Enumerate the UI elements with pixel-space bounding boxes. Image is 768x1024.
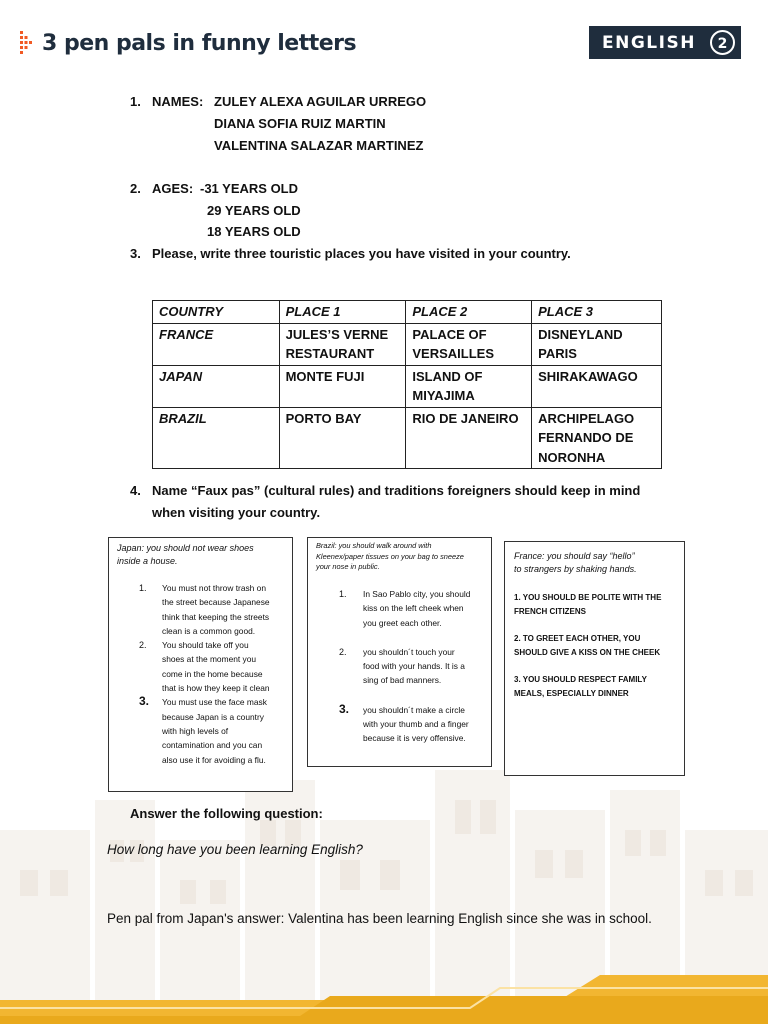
table-header-row xyxy=(153,301,662,324)
q1-number: 1. xyxy=(130,94,141,109)
table-row xyxy=(153,323,662,365)
table-header-cell: PLACE 3 xyxy=(532,301,662,324)
answer-text: Pen pal from Japan's answer: Valentina has been learning English since she was in school. xyxy=(107,911,652,926)
list-item: 1. In Sao Pablo city, you should kiss on the left cheek when you greet each other. xyxy=(339,589,471,628)
place-cell: PALACE OF VERSAILLES xyxy=(406,323,532,365)
badge-level-number: 2 xyxy=(717,36,728,52)
q1-label: NAMES: xyxy=(152,94,204,109)
name-2: DIANA SOFIA RUIZ MARTIN xyxy=(214,116,386,131)
brazil-faux-pas-box xyxy=(307,537,492,767)
table-header-cell: PLACE 2 xyxy=(406,301,532,324)
places-table xyxy=(152,300,662,469)
age-3: 18 YEARS OLD xyxy=(207,224,301,239)
country-cell: JAPAN xyxy=(153,365,280,407)
table-header-cell: COUNTRY xyxy=(153,301,280,324)
country-cell: FRANCE xyxy=(153,323,280,365)
list-item: 1. You must not throw trash on the street because Japanese think that keeping the streets clean is a common good. xyxy=(139,583,270,636)
list-item: 2. you shouldn´t touch your food with your hands. It is a sing of bad manners. xyxy=(339,646,465,686)
france-faux-pas-box xyxy=(504,541,685,776)
place-cell: SHIRAKAWAGO xyxy=(532,365,662,407)
place-cell: PORTO BAY xyxy=(279,407,406,469)
place-cell: JULES’S VERNE RESTAURANT xyxy=(279,323,406,365)
name-1: ZULEY ALEXA AGUILAR URREGO xyxy=(214,94,427,109)
name-3: VALENTINA SALAZAR MARTINEZ xyxy=(214,138,424,153)
english-level-badge xyxy=(589,26,741,59)
q4-number: 4. xyxy=(130,483,141,498)
place-cell: MONTE FUJI xyxy=(279,365,406,407)
header-title xyxy=(20,26,356,60)
place-cell: ARCHIPELAGO FERNANDO DE NORONHA xyxy=(532,407,662,469)
list-item: 3. You must use the face mask because Japan is a country with high levels of contamination and you can also use it for avoiding a flu. xyxy=(139,694,267,765)
question-heading: Answer the following question: xyxy=(130,806,323,821)
age-2: 29 YEARS OLD xyxy=(207,203,301,218)
list-item: 3. you shouldn´t make a circle with your thumb and a finger because it is very offensive. xyxy=(339,701,469,744)
q3-text: Please, write three touristic places you have visited in your country. xyxy=(152,246,571,261)
france-rules-list xyxy=(514,591,682,701)
q2-number: 2. xyxy=(130,181,141,196)
japan-box-heading: Japan: you should not wear shoes inside a house. xyxy=(117,543,254,566)
place-cell: RIO DE JANEIRO xyxy=(406,407,532,469)
city-skyline-background xyxy=(0,770,768,1024)
japan-faux-pas-box xyxy=(108,537,293,792)
q2-label: AGES: xyxy=(152,181,194,196)
age-1: -31 YEARS OLD xyxy=(200,181,299,196)
brazil-rules-list xyxy=(339,587,489,746)
q4-line-1: Name “Faux pas” (cultural rules) and traditions foreigners should keep in mind xyxy=(152,483,641,498)
list-item: 3. YOU SHOULD RESPECT FAMILY MEALS, ESPECIALLY DINNER xyxy=(514,675,647,698)
place-cell: DISNEYLAND PARIS xyxy=(532,323,662,365)
france-box-heading: France: you should say “hello” to strangers by shaking hands. xyxy=(514,551,637,574)
q4-line-2: when visiting your country. xyxy=(152,505,321,520)
dotted-arrow-icon xyxy=(20,30,36,56)
list-item: 2. You should take off you shoes at the moment you come in the home because that is how they keep it clean xyxy=(139,640,270,694)
brazil-box-heading: Brazil: you should walk around with Kleenex/paper tissues on your bag to sneeze your nose in public. xyxy=(316,541,464,571)
table-header-cell: PLACE 1 xyxy=(279,301,406,324)
q3-number: 3. xyxy=(130,246,141,261)
japan-rules-list xyxy=(139,581,289,767)
header-title-text: 3 pen pals in funny letters xyxy=(42,30,357,56)
country-cell: BRAZIL xyxy=(153,407,280,469)
table-row xyxy=(153,407,662,469)
table-row xyxy=(153,365,662,407)
badge-label: ENGLISH xyxy=(602,32,696,53)
list-item: 2. TO GREET EACH OTHER, YOU SHOULD GIVE A KISS ON THE CHEEK xyxy=(514,634,661,657)
level-circle xyxy=(709,29,736,56)
question-text: How long have you been learning English? xyxy=(107,842,363,857)
list-item: 1. YOU SHOULD BE POLITE WITH THE FRENCH CITIZENS xyxy=(514,593,662,616)
place-cell: ISLAND OF MIYAJIMA xyxy=(406,365,532,407)
